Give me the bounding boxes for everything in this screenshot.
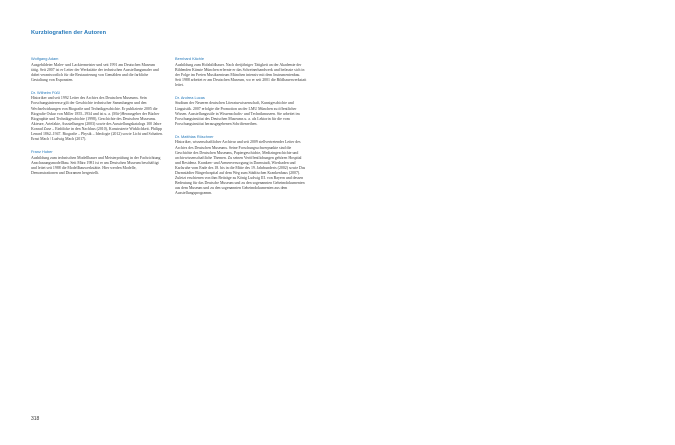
author-bio <box>31 90 163 142</box>
author-text: Historiker und seit 1992 Leiter des Archivs des Deutschen Museums. Sein Forschungsinteresse gilt der Geschichte technischer Sammlungen und den Wechselwirkungen von Biografie und Technikgeschichte. Er publizierte 2005 die Biografie Oskar von Miller 1855–1934 und ist u. a. (Mit-)Herausgeber der Bücher Biographie und Technikgeschichte (1998), Geschichte des Deutschen Museums. Akteure, Artefakte, Ausstellungen (2003) sowie des Ausstellungskatalogs 100 Jahre Konrad Zuse – Einblicke in den Nachlass (2010), Konstruierte Wirklichkeit. Philipp Lenard 1862–1947. Biografie – Physik – Ideologie (2012) sowie Licht und Schatten. Ernst Mach / Ludwig Mach (2017). <box>31 96 163 142</box>
page-number: 318 <box>31 416 40 422</box>
left-column <box>31 56 163 183</box>
author-name: Wolfgang Adam <box>31 56 59 61</box>
author-name: Dr. Andrea Lucas <box>175 94 205 100</box>
author-text: Ausbildung zum Holzbildhauer. Nach dreijähriger Tätigkeit an der Akademie der Bildenden Künste München erlernte er das Schreinerhandwerk und befasste sich in der Folge im Freien Musikzentrum München intensiv mit dem Instrumentenbau. Seit 1988 arbeitet er am Deutschen Museum, wo er seit 2001 die Bildhauerwerkstatt leitet. <box>175 62 307 87</box>
author-bio <box>175 95 307 127</box>
author-text: Ausgebildeter Maler- und Lackiermeister und seit 1991 am Deutschen Museum tätig. Seit 2007 ist er Leiter der Werkstätte der technischen Ausstellungsmaler und dabei verantwortlich für die Restaurierung von Gemälden und die farbliche Gestaltung von Exponaten. <box>31 62 159 82</box>
author-name: Bernhard Kächle <box>175 56 204 61</box>
author-bio <box>31 149 163 176</box>
author-text: Historiker, wissenschaftlicher Archivar und seit 2009 stellvertretender Leiter des Archivs des Deutschen Museums. Seine Forschungsschwerpunkte sind die Geschichte des Deutschen Museums, Papiergeschichte, Medizingeschichte und archivwissenschaftliche Themen. Zu seinen Veröffentlichungen gehören Hospital und Residenz. Kranken- und Armenversorgung in Darmstadt, Wiesbaden und Karlsruhe vom Ende des 18. bis in die Mitte des 19. Jahrhunderts (2002) sowie Das Darmstädter Bürgerhospital auf dem Weg zum Städtischen Krankenhaus (2007). Zuletzt erschienen von ihm Beiträge zu König Ludwig III. von Bayern und dessen Bedeutung für das Deutsche Museum und zu den sogenannten Geheimdokumenten aus dem Museum und zu den sogenannten Geheimdokumenten aus dem Ausstellungsprogramm. <box>175 140 306 196</box>
author-name: Dr. Matthias Röschner <box>175 133 214 139</box>
author-text: Ausbildung zum technischen Modellbauer und Meisterprüfung in der Fachrichtung Anschauungsmodellbau. Seit März 1981 ist er am Deutschen Museum beschäftigt und leitet seit 1988 die Modellbauwerkstätte. Hier werden Modelle, Demonstrationen und Dioramen hergestellt. <box>31 155 161 175</box>
author-name: Dr. Wilhelm Füßl <box>31 89 60 95</box>
author-bio <box>175 56 307 88</box>
author-bio <box>31 56 163 83</box>
author-bio <box>175 134 307 197</box>
author-text: Studium der Neueren deutschen Literaturwissenschaft, Kunstgeschichte und Linguistik. 2007 erfolgte die Promotion an der LMU München zu öffentlicher Wissen. Ausstellungsstile in Wissenschafts- und Technikmuseen. Sie arbeitet im Forschungsinstitut des Deutschen Museums u. a. als Lektorin für die vom Forschungsinstitut herausgegebenen Schriftenreihen. <box>175 101 300 126</box>
page-title: Kurzbiografien der Autoren <box>31 30 107 36</box>
right-column <box>175 56 307 203</box>
author-name: Franz Huber <box>31 149 53 155</box>
